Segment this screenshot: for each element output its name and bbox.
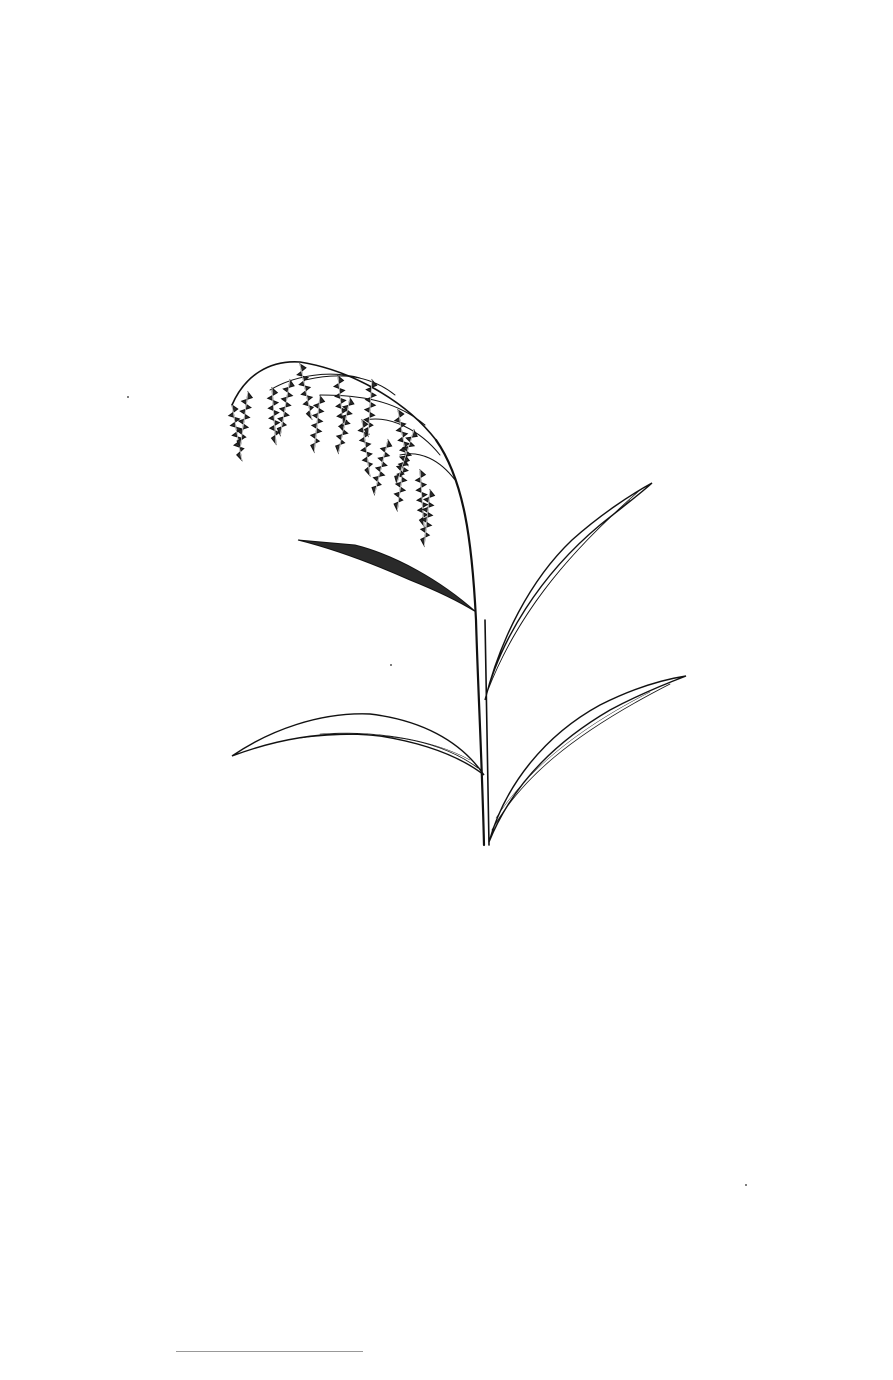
- figure-caption: [0, 860, 893, 881]
- bottom-rule: [176, 1351, 363, 1352]
- paper-speck: [127, 396, 129, 398]
- figure-broadleaf-uniola-illustration: [205, 350, 695, 855]
- paper-speck: [745, 1184, 747, 1186]
- paper-speck: [390, 664, 392, 666]
